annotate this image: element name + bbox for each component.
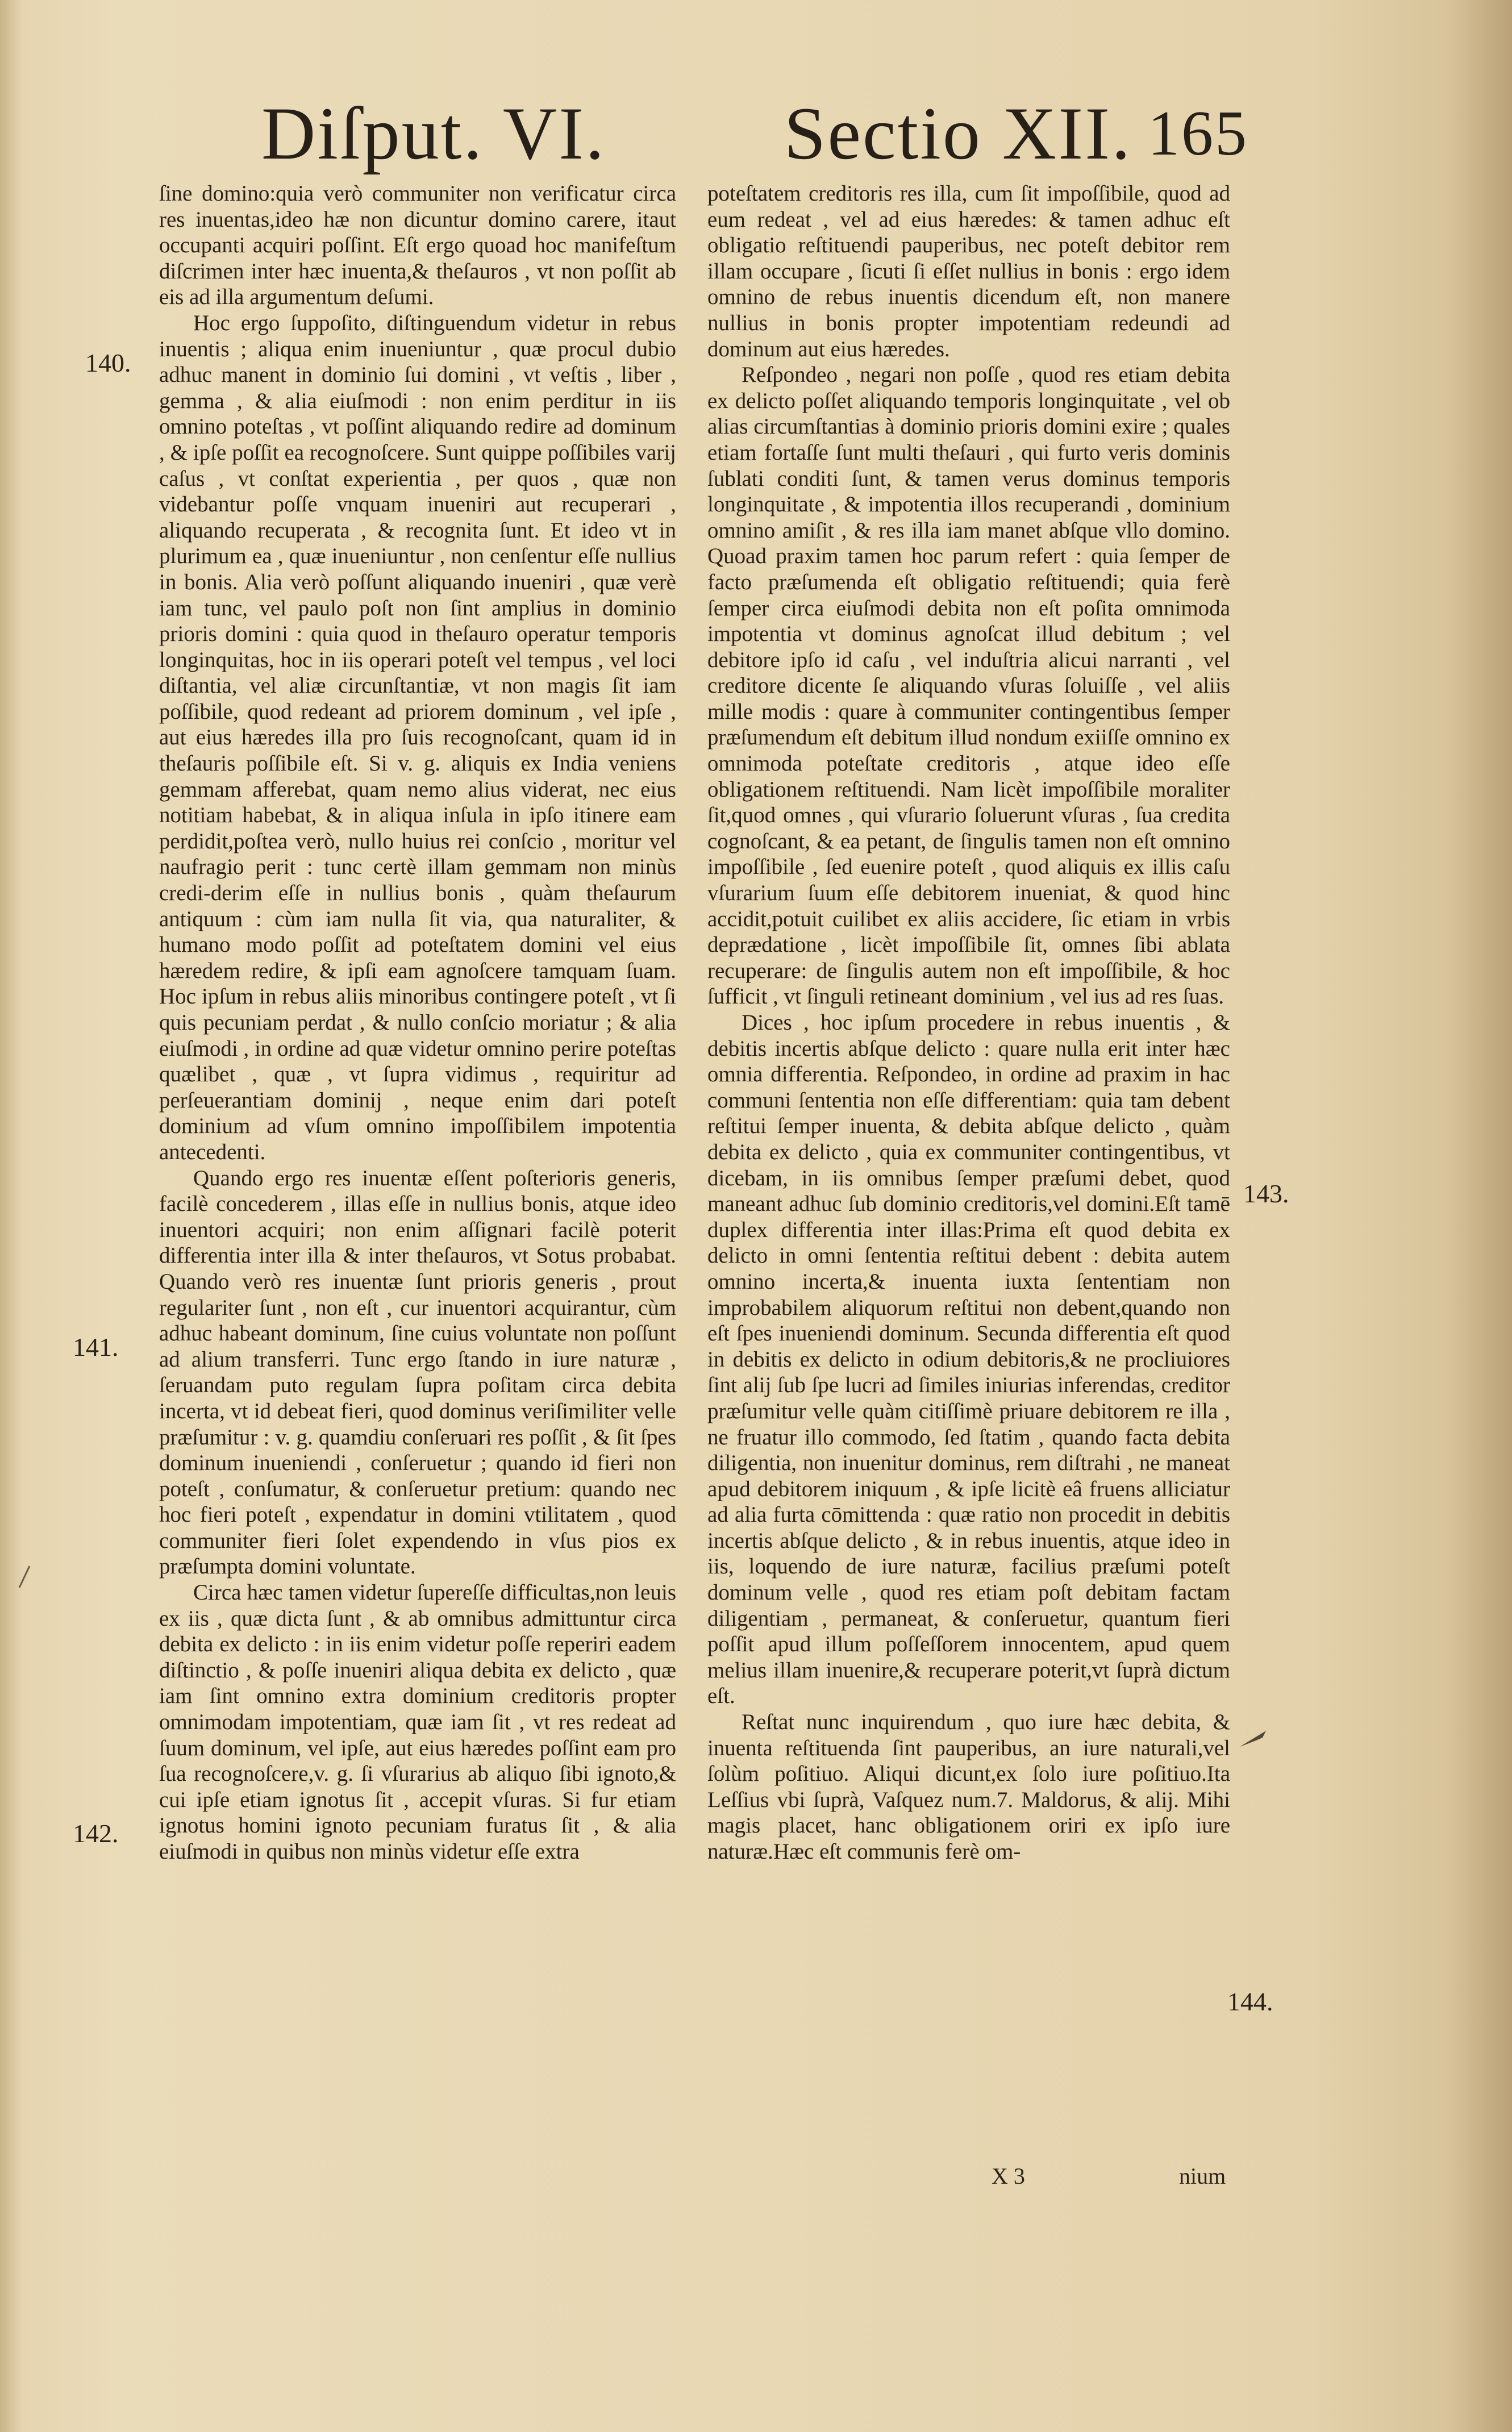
page-footer: [992, 2163, 1259, 2191]
right-column: [707, 181, 1230, 1865]
paragraph: Reſtat nunc inquirendum , quo iure hæc debita, & inuenta reſtituenda ſint pauperibus, an iure naturali,vel ſolùm poſitiuo. Aliqui dicunt,ex ſolo iure poſitiuo.Ita Leſſius vbi ſuprà, Vaſquez num.7. Maldorus, & alij. Mihi magis placet, hanc obligationem oriri ex ipſo iure naturæ.Hæc eſt communis ferè om-: [707, 1710, 1230, 1864]
paragraph: poteſtatem creditoris res illa, cum ſit impoſſibile, quod ad eum redeat , vel ad eius hæredes: & tamen adhuc eſt obligatio reſtituendi pauperibus, nec poteſt debitor rem illam occupare , ſicuti ſi eſſet nullius in bonis : ergo idem omnino de rebus inuentis dicendum eſt, non manere nullius in bonis propter impotentiam redeundi ad dominum aut eius hæredes.: [707, 181, 1230, 361]
page-edge-shadow: [1443, 0, 1512, 2432]
signature-mark: X 3: [992, 2163, 1025, 2189]
paragraph: ſine domino:quia verò communiter non verificatur circa res inuentas,ideo hæ non dicuntur domino carere, itaut occupanti acquiri poſſint. Eſt ergo quoad hoc manifeſtum diſcrimen inter hæc inuenta,& theſauros , vt non poſſit ab eis ad illa argumentum deſumi.: [159, 181, 676, 310]
paragraph: Circa hæc tamen videtur ſupereſſe difficultas,non leuis ex iis , quæ dicta ſunt , & ab omnibus admittuntur circa debita ex delicto : in iis enim videtur poſſe reperiri eadem diſtinctio , & poſſe inueniri aliqua debita ex delicto , quæ iam ſint omnino extra dominium creditoris propter omnimodam impotentiam, quæ iam ſit , vt res redeat ad ſuum dominum, vel ipſe, aut eius hæredes poſſint eam pro ſua recognoſcere,v. g. ſi vſurarius ab aliquo ſibi ignoto,& cui ipſe etiam ignotus ſit , accepit vſuras. Si fur etiam ignotus homini ignoto pecuniam furatus ſit , & alia eiuſmodi in quibus non minùs videtur eſſe extra: [159, 1580, 676, 1864]
running-header: [261, 85, 1256, 182]
header-section: Sectio XII.: [784, 91, 1132, 175]
margin-tick-icon: [16, 1563, 33, 1591]
margin-number-140: 140.: [85, 348, 131, 377]
margin-number-142: 142.: [73, 1819, 119, 1848]
pen-mark-icon: [1238, 1727, 1269, 1750]
left-column: [159, 181, 676, 1865]
paragraph: Hoc ergo ſuppoſito, diſtinguendum videtur in rebus inuentis ; aliqua enim inueniuntur , quæ procul dubio adhuc manent in dominio ſui domini , vt veſtis , liber , gemma , & alia eiuſmodi : non enim perditur in iis omnino poteſtas , vt poſſint aliquando redire ad dominum , & ipſe poſſit ea recognoſcere. Sunt quippe poſſibiles varij caſus , vt conſtat experientia , per quos , quæ non videbantur poſſe vnquam inueniri aut recuperari , aliquando recuperata , & recognita ſunt. Et ideo vt in plurimum ea , quæ inueniuntur , non cenſentur eſſe nullius in bonis. Alia verò poſſunt aliquando inueniri , quæ verè iam tunc, vel paulo poſt non ſint amplius in dominio prioris domini : quia quod in theſauro operatur temporis longinquitas, hoc in iis operari poteſt vel tempus , vel loci diſtantia, vel aliæ circunſtantiæ, vt non magis ſit iam poſſibile, quod redeant ad priorem dominum , vel ipſe , aut eius hæredes illa pro ſuis recognoſcant, quam id in theſauris poſſibile eſt. Si v. g. aliquis ex India veniens gemmam afferebat, quam nemo alius viderat, nec eius notitiam habebat, & in aliqua inſula in ipſo itinere eam perdidit,poſtea verò, nullo huius rei conſcio , moritur vel naufragio perit : tunc certè illam gemmam non minùs credi-derim eſſe in nullius bonis , quàm theſaurum antiquum : cùm iam nulla ſit via, qua naturaliter, & humano modo poſſit ad poteſtatem domini vel eius hæredem redire, & ipſi eam agnoſcere tamquam ſuam. Hoc ipſum in rebus aliis minoribus contingere poteſt , vt ſi quis pecuniam perdat , & nullo conſcio moriatur ; & alia eiuſmodi , in ordine ad quæ videtur omnino perire poteſtas quælibet , quæ , vt ſupra vidimus , requiritur ad perſeuerantiam dominij , neque enim dari poteſt dominium ad vſum omnino impoſſibilem impotentia antecedenti.: [159, 310, 676, 1164]
paragraph: Reſpondeo , negari non poſſe , quod res etiam debita ex delicto poſſet aliquando temporis longinquitate , vel ob alias circumſtantias à dominio prioris domini exire ; quales etiam fortaſſe ſunt multi theſauri , qui furto veris dominis ſublati conditi ſunt, & tamen verus dominus temporis longinquitate , & impotentia illos recuperandi , dominium omnino amiſit , & res illa iam manet abſque vllo domino. Quoad praxim tamen hoc parum refert : quia ſemper de facto præſumenda eſt obligatio reſtituendi; quia ferè ſemper circa eiuſmodi debita non eſt poſita omnimoda impotentia vt dominus agnoſcat illud debitum ; vel debitore ipſo id caſu , vel induſtria alicui narranti , vel creditore dicente ſe aliquando vſuras ſoluiſſe , vel aliis mille modis : quare à communiter contingentibus ſemper præſumendum eſt debitum illud nondum exiiſſe omnino ex omnimoda poteſtate creditoris , atque ideo eſſe obligationem reſtituendi. Nam licèt impoſſibile moraliter ſit,quod omnes , qui vſurario ſoluerunt vſuras , ſua credita cognoſcant, & ea petant, de ſingulis tamen non eſt omnino impoſſibile , ſed euenire poteſt , quod aliquis ex illis caſu vſurarium ſuum eſſe debitorem inueniat, & quod hinc accidit,potuit cuilibet ex aliis accidere, ſic etiam in vrbis deprædatione , licèt impoſſibile ſit, omnes ſibi ablata recuperare: de ſingulis autem non eſt impoſſibile, & hoc ſufficit , vt ſinguli retineant dominium , vel ius ad res ſuas.: [707, 363, 1230, 1009]
margin-number-143: 143.: [1243, 1179, 1289, 1208]
paragraph: Quando ergo res inuentæ eſſent poſterioris generis, facilè concederem , illas eſſe in nullius bonis, atque ideo inuentori acquiri; non enim aſſignari facilè poterit differentia inter illa & inter theſauros, vt Sotus probabat. Quando verò res inuentæ ſunt prioris generis , prout regulariter ſunt , non eſt , cur inuentori acquirantur, cùm adhuc habeant dominum, ſine cuius voluntate non poſſunt ad alium transferri. Tunc ergo ſtando in iure naturæ , ſeruandam puto regulam ſupra poſitam circa debita incerta, vt id debeat fieri, quod dominus veriſimiliter velle præſumitur : v. g. quamdiu conſeruari res poſſit , & ſit ſpes dominum inueniendi , conſeruetur ; quando id fieri non poteſt , conſumatur, & conſeruetur pretium: quando nec hoc fieri poteſt , expendatur in domini vtilitatem , quod communiter fieri ſolet expendendo in vſus pios ex præſumpta domini voluntate.: [159, 1165, 676, 1579]
page-number: 165: [1148, 98, 1248, 169]
margin-number-144: 144.: [1227, 1987, 1273, 2016]
paragraph: Dices , hoc ipſum procedere in rebus inuentis , & debitis incertis abſque delicto : quare nulla erit inter hæc omnia differentia. Reſpondeo, in ordine ad praxim in hac communi ſententia non eſſe differentiam: quia tam debent reſtitui ſemper inuenta, & debita abſque delicto , quàm debita ex delicto , quia ex communiter contingentibus, vt dicebam, in iis omnibus ſemper præſumi debet, quod maneant adhuc ſub dominio creditoris,vel domini.Eſt tamē duplex differentia inter illas:Prima eſt quod debita ex delicto in omni ſententia reſtitui debent : debita autem omnino incerta,& inuenta iuxta ſententiam non improbabilem aliquorum reſtitui non debent,quando non eſt ſpes inueniendi dominum. Secunda differentia eſt quod in debitis ex delicto in odium debitoris,& ne procliuiores ſint alij ſub ſpe lucri ad ſimiles iniurias inferendas, creditor præſumitur velle quàm citiſſimè priuare debitorem re illa , ne fruatur illo commodo, ſed ſtatim , quando facta debita diligentia, non inuenitur dominus, rem diſtrahi , ne maneat apud debitorem iniquum , & ipſe licitè eâ fruens alliciatur ad alia furta cōmittenda : quæ ratio non procedit in debitis incertis abſque delicto , & in rebus inuentis, atque ideo in iis, loquendo de iure naturæ, facilius præſumi poteſt dominum velle , quod res etiam poſt debitam factam diligentiam , permaneat, & conſeruetur, quantum fieri poſſit apud illum poſſeſſorem innocentem, apud quem melius illam inuenire,& recuperare poterit,vt ſuprà dictum eſt.: [707, 1010, 1230, 1709]
catchword: nium: [1179, 2163, 1226, 2189]
header-disputation: Diſput. VI.: [261, 91, 606, 175]
margin-number-141: 141.: [73, 1332, 119, 1361]
